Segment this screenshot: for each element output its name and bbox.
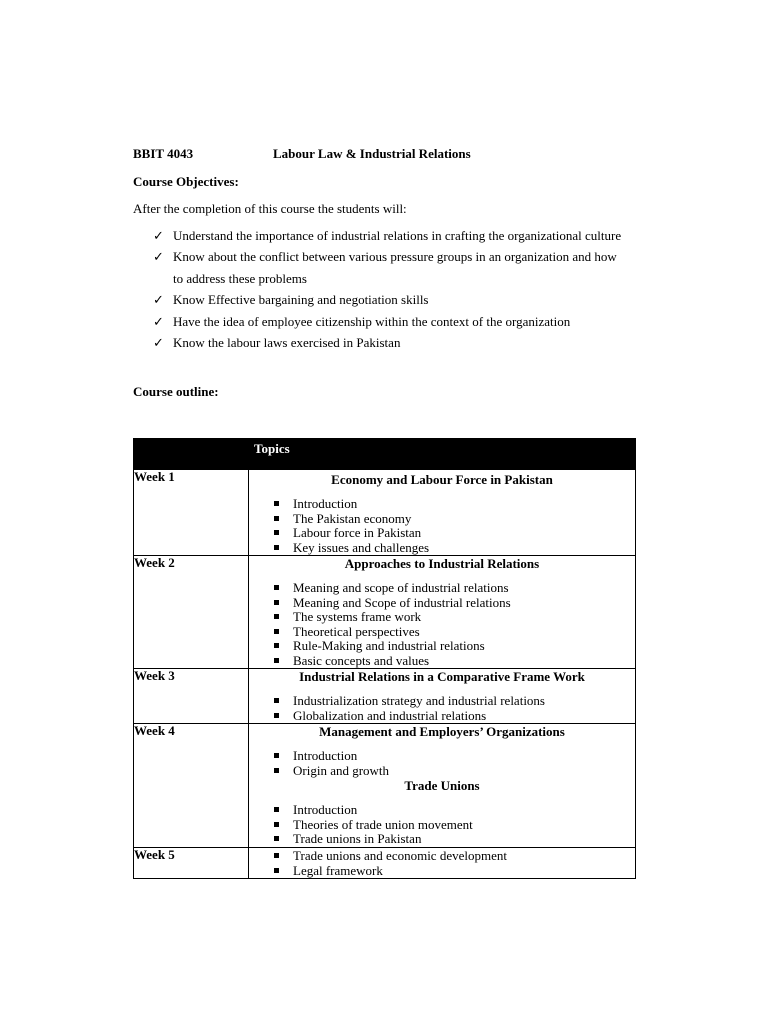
week-label: Week 2 bbox=[134, 556, 249, 669]
checkmark-icon: ✓ bbox=[153, 335, 164, 350]
objective-item bbox=[153, 249, 617, 265]
list-item: Introduction bbox=[273, 803, 635, 818]
table-row bbox=[134, 470, 636, 556]
table-row bbox=[134, 724, 636, 848]
header-empty-cell bbox=[134, 439, 249, 470]
topics-header: Topics bbox=[249, 439, 636, 470]
list-item: Labour force in Pakistan bbox=[273, 526, 635, 541]
list-item: Trade unions in Pakistan bbox=[273, 832, 635, 847]
checkmark-icon: ✓ bbox=[153, 292, 164, 307]
list-item: The Pakistan economy bbox=[273, 512, 635, 527]
objectives-intro: After the completion of this course the students will: bbox=[133, 201, 407, 216]
table-row bbox=[134, 848, 636, 879]
objective-text: Know the labour laws exercised in Pakistan bbox=[173, 335, 401, 350]
list-item: Introduction bbox=[273, 497, 635, 512]
topic-title: Approaches to Industrial Relations bbox=[344, 556, 540, 571]
topic-cell bbox=[249, 724, 636, 848]
topic-title: Trade Unions bbox=[404, 778, 480, 793]
week-label: Week 5 bbox=[134, 848, 249, 879]
checkmark-icon: ✓ bbox=[153, 249, 164, 264]
objective-text: Know Effective bargaining and negotiation skills bbox=[173, 292, 429, 307]
table-row bbox=[134, 556, 636, 669]
topic-title: Economy and Labour Force in Pakistan bbox=[331, 472, 553, 487]
objective-text: Know about the conflict between various pressure groups in an organization and how bbox=[173, 249, 617, 264]
topic-cell bbox=[249, 848, 636, 879]
week-label: Week 1 bbox=[134, 470, 249, 556]
table-header-row bbox=[134, 439, 636, 470]
checkmark-icon: ✓ bbox=[153, 228, 164, 243]
objective-item bbox=[153, 314, 571, 330]
table-row bbox=[134, 669, 636, 724]
objective-text: Have the idea of employee citizenship within the context of the organization bbox=[173, 314, 571, 329]
list-item: Meaning and Scope of industrial relations bbox=[273, 596, 635, 611]
objective-text: to address these problems bbox=[173, 271, 307, 286]
list-item: Introduction bbox=[273, 749, 635, 764]
week-label: Week 4 bbox=[134, 724, 249, 848]
list-item: Industrialization strategy and industrial relations bbox=[273, 694, 635, 709]
list-item: Theories of trade union movement bbox=[273, 818, 635, 833]
objectives-heading: Course Objectives: bbox=[133, 174, 239, 189]
topic-title: Industrial Relations in a Comparative Frame Work bbox=[299, 669, 585, 684]
topic-cell bbox=[249, 470, 636, 556]
list-item: Rule-Making and industrial relations bbox=[273, 639, 635, 654]
topic-title: Management and Employers’ Organizations bbox=[319, 724, 565, 739]
course-title: Labour Law & Industrial Relations bbox=[273, 146, 471, 161]
outline-heading: Course outline: bbox=[133, 384, 219, 399]
list-item: Basic concepts and values bbox=[273, 654, 635, 669]
list-item: The systems frame work bbox=[273, 610, 635, 625]
course-outline-table bbox=[133, 438, 636, 879]
list-item: Legal framework bbox=[273, 864, 635, 879]
objective-item bbox=[153, 335, 401, 351]
course-code: BBIT 4043 bbox=[133, 146, 194, 161]
list-item: Meaning and scope of industrial relations bbox=[273, 581, 635, 596]
week-label: Week 3 bbox=[134, 669, 249, 724]
list-item: Globalization and industrial relations bbox=[273, 709, 635, 724]
objective-item bbox=[153, 228, 622, 244]
topic-cell bbox=[249, 669, 636, 724]
list-item: Origin and growth bbox=[273, 764, 635, 779]
checkmark-icon: ✓ bbox=[153, 314, 164, 329]
objective-item bbox=[153, 292, 429, 308]
topic-cell bbox=[249, 556, 636, 669]
objective-text: Understand the importance of industrial relations in crafting the organizational culture bbox=[173, 228, 622, 243]
list-item: Theoretical perspectives bbox=[273, 625, 635, 640]
list-item: Key issues and challenges bbox=[273, 541, 635, 556]
list-item: Trade unions and economic development bbox=[273, 849, 635, 864]
